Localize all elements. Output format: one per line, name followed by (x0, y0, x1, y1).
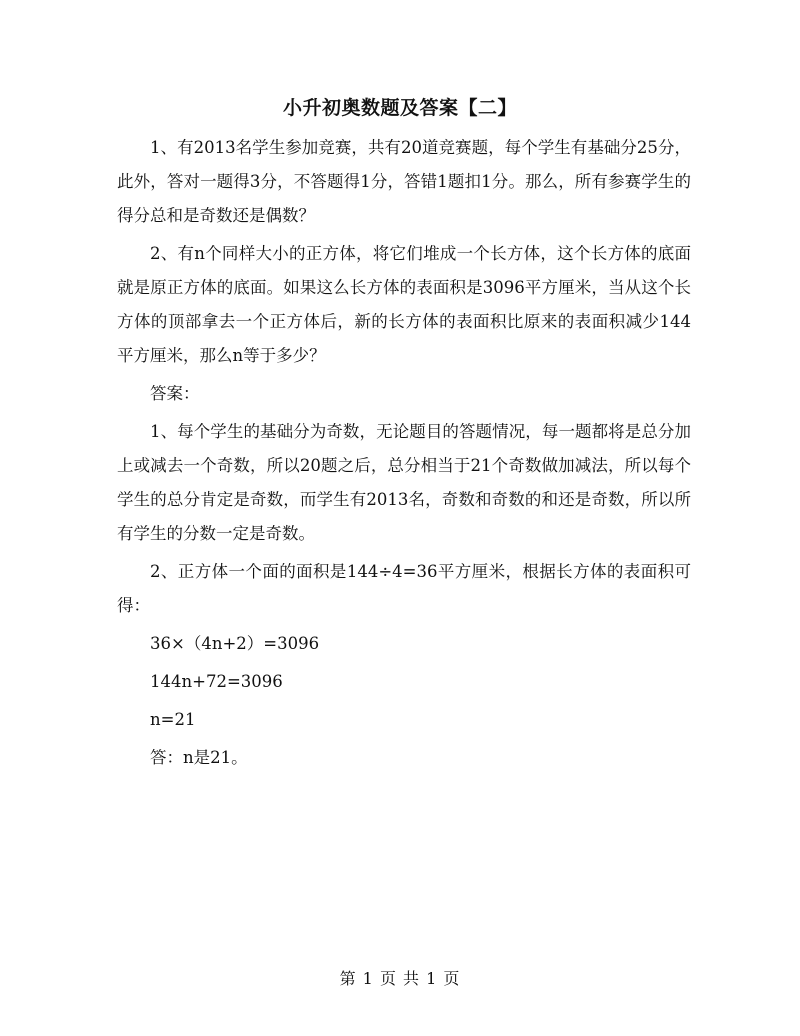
page-footer: 第 1 页 共 1 页 (339, 969, 461, 988)
document-title: 小升初奥数题及答案【二】 (282, 97, 517, 119)
answer-2: 2、正方体一个面的面积是144÷4=36平方厘米，根据长方体的表面积可得： (117, 562, 691, 615)
equation-3: n=21 (150, 710, 196, 729)
answer-heading: 答案： (150, 384, 200, 403)
equation-2: 144n+72=3096 (150, 672, 283, 691)
equation-1: 36×（4n+2）=3096 (150, 634, 320, 653)
answer-1: 1、每个学生的基础分为奇数，无论题目的答题情况，每一题都将是总分加上或减去一个奇数，所以20题之后，总分相当于21个奇数做加减法，所以每个学生的总分肯定是奇数，而学生有2013名，奇数和奇数的和还是奇数，所以所有学生的分数一定是奇数。 (117, 422, 691, 543)
final-answer: 答：n是21。 (150, 748, 248, 767)
question-2: 2、有n个同样大小的正方体，将它们堆成一个长方体，这个长方体的底面就是原正方体的底面。如果这么长方体的表面积是3096平方厘米，当从这个长方体的顶部拿去一个正方体后，新的长方体的表面积比原来的表面积减少144平方厘米，那么n等于多少？ (117, 244, 691, 365)
question-1: 1、有2013名学生参加竞赛，共有20道竞赛题，每个学生有基础分25分，此外，答对一题得3分，不答题得1分，答错1题扣1分。那么，所有参赛学生的得分总和是奇数还是偶数？ (117, 138, 691, 225)
document-body (117, 131, 691, 779)
